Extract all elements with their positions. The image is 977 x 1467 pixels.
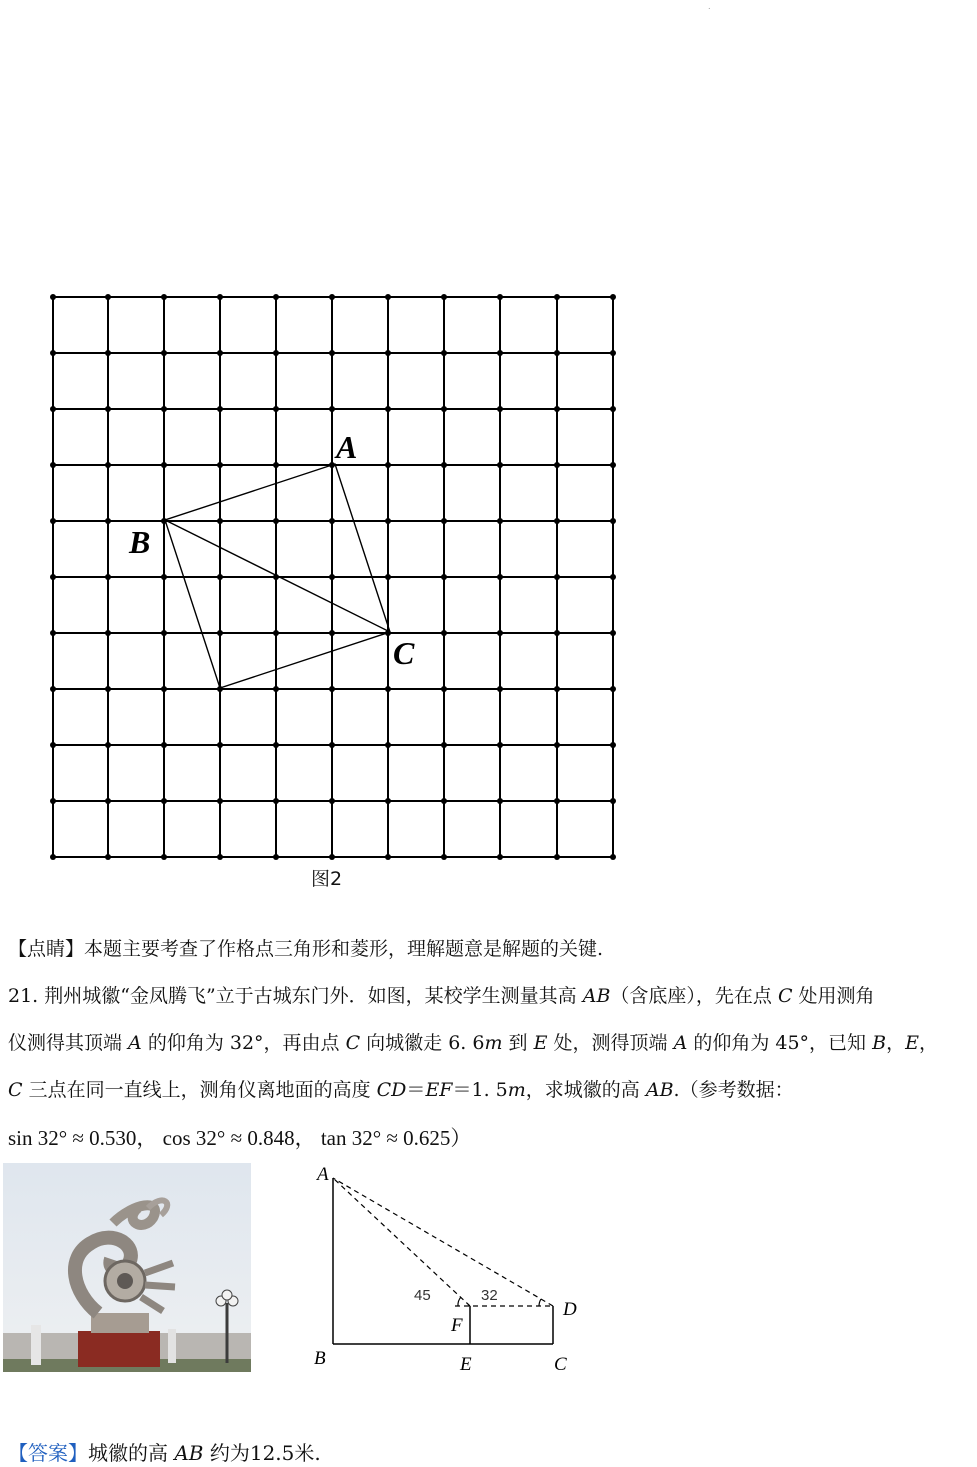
grid-node [273,854,279,860]
grid-node [610,742,616,748]
commentary-text: 本题主要考查了作格点三角形和菱形，理解题意是解题的关键. [84,938,604,960]
problem21-line2: 仪测得其顶端 A 的仰角为 32°，再由点 C 向城徽走 6. 6m 到 E 处，测得顶端 A 的仰角为 45°，已知 B，E， [8,1032,938,1054]
grid-node [329,406,335,412]
grid-node [497,686,503,692]
label-point-c: C [393,635,415,671]
grid-node [273,798,279,804]
grid-node [385,742,391,748]
grid-node [610,462,616,468]
grid-node [610,798,616,804]
grid-node [161,574,167,580]
answer-line: 【答案】城徽的高 AB 约为12.5米. [8,1441,321,1465]
grid-node [273,462,279,468]
grid-node [217,854,223,860]
diagram-label-d: D [563,1299,577,1320]
problem21-line1: 21. 荆州城徽“金凤腾飞”立于古城东门外．如图，某校学生测量其高 AB（含底座），先在点 C 处用测角 [8,985,875,1007]
grid-node [497,854,503,860]
grid-node [497,350,503,356]
grid-node [554,574,560,580]
grid-node [497,294,503,300]
grid-node [161,854,167,860]
grid-node [105,742,111,748]
grid-node [105,462,111,468]
grid-node [217,574,223,580]
grid-node [554,294,560,300]
grid-node [329,574,335,580]
grid-node [497,574,503,580]
grid-node [161,462,167,468]
grid-node [273,686,279,692]
sightline-da [333,1178,553,1306]
grid-node [50,462,56,468]
figure2-caption: 图2 [311,868,343,890]
grid-node [105,798,111,804]
grid-node [273,350,279,356]
grid-node [217,742,223,748]
grid-node [610,350,616,356]
grid-node [385,462,391,468]
grid-node [50,518,56,524]
grid-node [161,742,167,748]
grid-node [441,574,447,580]
grid-node [161,294,167,300]
angle-label-45: 45 [414,1287,431,1304]
grid-node [105,854,111,860]
grid-node [385,294,391,300]
answer-tag: 【答案】 [8,1441,88,1465]
grid-node [441,406,447,412]
grid-node [105,518,111,524]
grid-node [554,686,560,692]
grid-node [273,630,279,636]
angle-label-32: 32 [481,1287,498,1304]
grid-node [497,518,503,524]
grid-node [50,574,56,580]
grid-node [105,406,111,412]
sightline-fa [333,1178,470,1306]
grid-node [441,462,447,468]
grid-node [497,406,503,412]
grid-node [50,294,56,300]
grid-node [50,686,56,692]
grid-node [554,350,560,356]
grid-node [385,854,391,860]
emblem-photo [3,1163,251,1372]
grid-node [217,630,223,636]
grid-node [329,630,335,636]
grid-node [610,294,616,300]
grid-node [329,798,335,804]
grid-node [161,630,167,636]
grid-node [161,406,167,412]
grid-node [554,462,560,468]
grid-node [497,798,503,804]
grid-node [554,630,560,636]
grid-node [610,854,616,860]
grid-node [50,350,56,356]
grid-node [554,798,560,804]
grid-node [497,462,503,468]
grid-node [497,630,503,636]
grid-node [217,518,223,524]
grid-node [273,294,279,300]
grid-node [161,798,167,804]
grid-node [385,406,391,412]
grid-node [441,630,447,636]
grid-node [329,350,335,356]
reference-data-formula: sin 32° ≈ 0.530， cos 32° ≈ 0.848， tan 32° ≈ 0.625） [8,1126,472,1150]
grid-node [105,294,111,300]
grid-node [105,630,111,636]
commentary-line [8,935,603,963]
grid-node [385,518,391,524]
diagram-label-e: E [460,1354,472,1375]
grid-node [610,518,616,524]
grid-node [385,574,391,580]
grid-node [610,406,616,412]
label-point-b: B [129,524,151,560]
grid-node [50,406,56,412]
grid-node [273,518,279,524]
grid-node [50,742,56,748]
grid-node [554,854,560,860]
grid-node [441,686,447,692]
grid-node [441,294,447,300]
grid-node [105,350,111,356]
diagram-label-f: F [451,1315,463,1336]
label-point-a: A [336,429,358,465]
grid-node [385,686,391,692]
grid-node [161,350,167,356]
grid-node [105,574,111,580]
grid-node [610,630,616,636]
grid-node [441,742,447,748]
grid-node [217,294,223,300]
grid-node [50,630,56,636]
diagram-label-b: B [314,1348,326,1369]
grid-node [554,406,560,412]
grid-node [329,742,335,748]
angle-arc-32 [539,1299,541,1306]
grid-node [385,350,391,356]
grid-node [273,742,279,748]
grid-node [273,406,279,412]
grid-node [497,742,503,748]
commentary-tag: 【点睛】 [8,938,85,960]
grid-node [610,686,616,692]
grid-node [50,854,56,860]
diagram-label-a: A [317,1164,329,1185]
grid-node [329,294,335,300]
grid-node [441,854,447,860]
grid-node [441,798,447,804]
grid-node [329,686,335,692]
grid-node [441,350,447,356]
grid-node [50,798,56,804]
grid-node [610,574,616,580]
problem21-line3: C 三点在同一直线上，测角仪离地面的高度 CD＝EF＝1. 5m，求城徽的高 AB.（参考数据： [8,1079,794,1101]
diagram-label-c: C [554,1354,567,1375]
grid-node [329,518,335,524]
grid-node [554,518,560,524]
grid-node [217,406,223,412]
grid-node [161,686,167,692]
grid-node [329,854,335,860]
angle-arc-45 [458,1297,461,1306]
elevation-diagram [300,1150,600,1380]
grid-node [217,350,223,356]
grid-node [217,462,223,468]
grid-node [441,518,447,524]
grid-node [385,798,391,804]
grid-node [554,742,560,748]
grid-node [217,798,223,804]
grid-node [105,686,111,692]
stray-dot: . [708,2,711,11]
